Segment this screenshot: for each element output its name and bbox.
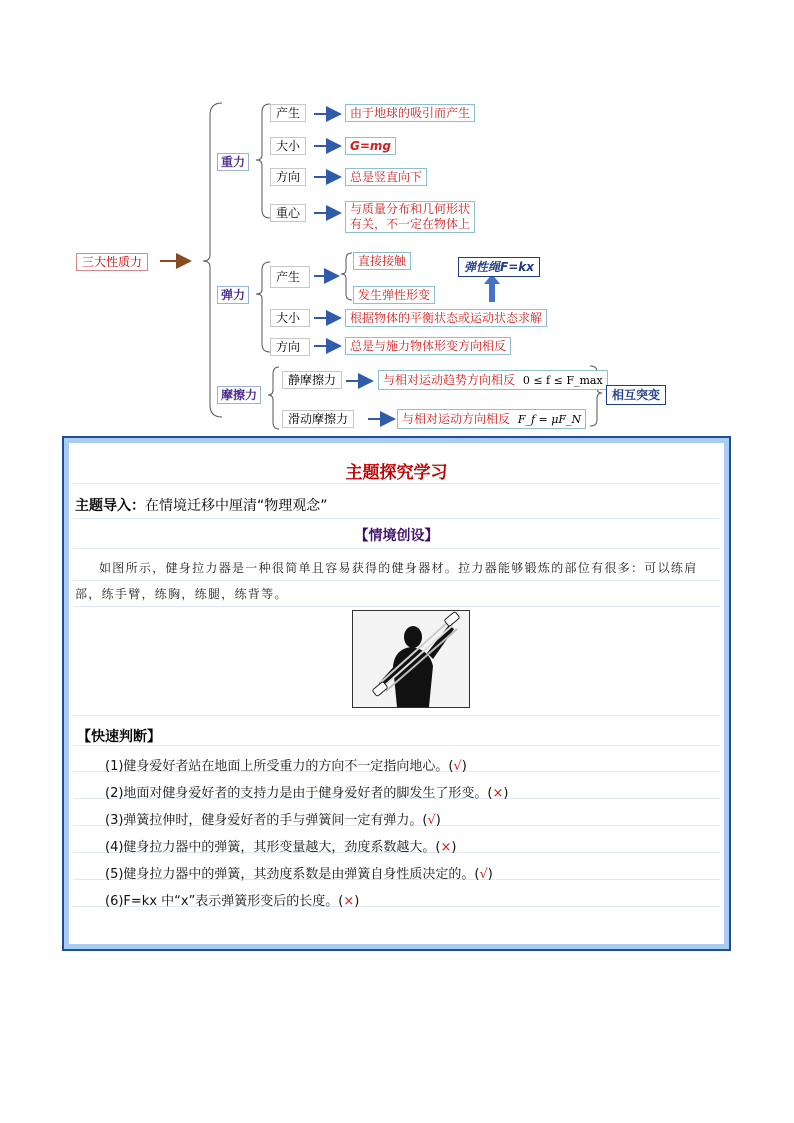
fitness-expander-photo (352, 610, 470, 708)
judge-item (105, 863, 493, 882)
judge-item-text: (6)F=kx 中“x”表示弹簧形变后的长度。( (105, 894, 344, 909)
judge-item-text: (1)健身爱好者站在地面上所受重力的方向不一定指向地心。( (105, 759, 454, 774)
elastic-size-desc: 根据物体的平衡状态或运动状态求解 (345, 309, 547, 327)
gravity-center-desc-line2: 有关，不一定在物体上 (350, 217, 471, 231)
divider (73, 483, 720, 484)
elastic-direction: 方向 (270, 338, 310, 356)
sliding-friction-desc (397, 409, 586, 429)
scene-text: 如图所示，健身拉力器是一种很简单且容易获得的健身器材。拉力器能够锻炼的部位有很多：可以练肩部，练手臂，练胸，练腿，练背等。 (75, 561, 698, 601)
judge-item (105, 782, 508, 801)
elastic-direction-desc: 总是与施力物体形变方向相反 (345, 337, 511, 355)
judge-item-mark: × (492, 786, 504, 801)
theme-intro-label: 主题导入： (75, 498, 145, 514)
judge-item-mark: × (343, 894, 355, 909)
elastic-produce: 产生 (270, 266, 310, 288)
gravity-size: 大小 (270, 137, 306, 155)
gravity-center-desc-line1: 与质量分布和几何形状 (350, 202, 471, 216)
elastic-rope-box: 弹性绳F=kx (458, 257, 540, 277)
judge-item-mark: √ (479, 867, 488, 882)
concept-map (0, 0, 794, 436)
judge-item-close: ) (451, 840, 457, 855)
divider (73, 715, 720, 716)
gravity-size-desc: G=mg (345, 137, 396, 155)
judge-item-mark: × (440, 840, 452, 855)
elastic-produce-desc2: 发生弹性形变 (353, 286, 435, 304)
friction-node: 摩擦力 (217, 386, 261, 404)
gravity-center: 重心 (270, 204, 306, 222)
gravity-node: 重力 (217, 153, 249, 171)
fitness-figure-icon (353, 611, 469, 707)
gravity-direction-desc: 总是竖直向下 (345, 168, 427, 186)
static-friction-desc (378, 370, 608, 390)
elastic-size: 大小 (270, 309, 310, 327)
judge-item (105, 836, 456, 855)
sliding-friction-desc-text: 与相对运动方向相反 (402, 412, 511, 426)
study-panel (62, 436, 731, 951)
produce-bracket (341, 253, 352, 300)
root-node: 三大性质力 (76, 253, 148, 271)
scene-heading: 【情境创设】 (354, 528, 439, 544)
judge-item-close: ) (503, 786, 509, 801)
judge-item-close: ) (461, 759, 467, 774)
judge-item (105, 755, 467, 774)
static-friction-formula: 0 ≤ f ≤ F_max (522, 374, 603, 387)
judge-item-text: (5)健身拉力器中的弹簧，其劲度系数是由弹簧自身性质决定的。( (105, 867, 480, 882)
friction-bracket (268, 367, 279, 429)
gravity-produce-desc: 由于地球的吸引而产生 (345, 104, 475, 122)
judge-item-text: (3)弹簧拉伸时，健身爱好者的手与弹簧间一定有弹力。( (105, 813, 428, 828)
judge-item-text: (4)健身拉力器中的弹簧，其形变量越大，劲度系数越大。( (105, 840, 441, 855)
elastic-node: 弹力 (217, 286, 249, 304)
gravity-center-desc (345, 201, 475, 233)
judge-item (105, 809, 441, 828)
elastic-produce-desc1: 直接接触 (353, 252, 411, 270)
main-bracket (203, 103, 222, 417)
divider (73, 518, 720, 519)
judge-heading: 【快速判断】 (77, 729, 161, 745)
judge-item (105, 890, 359, 909)
judge-item-text: (2)地面对健身爱好者的支持力是由于健身爱好者的脚发生了形变。( (105, 786, 493, 801)
judge-item-close: ) (354, 894, 360, 909)
gravity-bracket (256, 104, 270, 218)
mutual-change-box: 相互突变 (606, 385, 666, 405)
static-friction-desc-text: 与相对运动趋势方向相反 (383, 373, 516, 387)
divider (73, 548, 720, 549)
judge-item-close: ) (435, 813, 441, 828)
gravity-produce: 产生 (270, 104, 306, 122)
gravity-direction: 方向 (270, 168, 306, 186)
panel-title: 主题探究学习 (345, 463, 448, 483)
theme-intro-text: 在情境迁移中厘清“物理观念” (145, 498, 328, 514)
judge-item-mark: √ (427, 813, 436, 828)
judge-item-close: ) (487, 867, 493, 882)
static-friction: 静摩擦力 (282, 371, 342, 389)
sliding-friction: 滑动摩擦力 (282, 410, 354, 428)
study-panel-inner (69, 443, 724, 944)
sliding-friction-formula: F_f = μF_N (517, 413, 582, 426)
elastic-bracket (256, 262, 270, 352)
theme-intro (75, 495, 328, 515)
judge-item-mark: √ (453, 759, 462, 774)
divider (73, 745, 720, 746)
